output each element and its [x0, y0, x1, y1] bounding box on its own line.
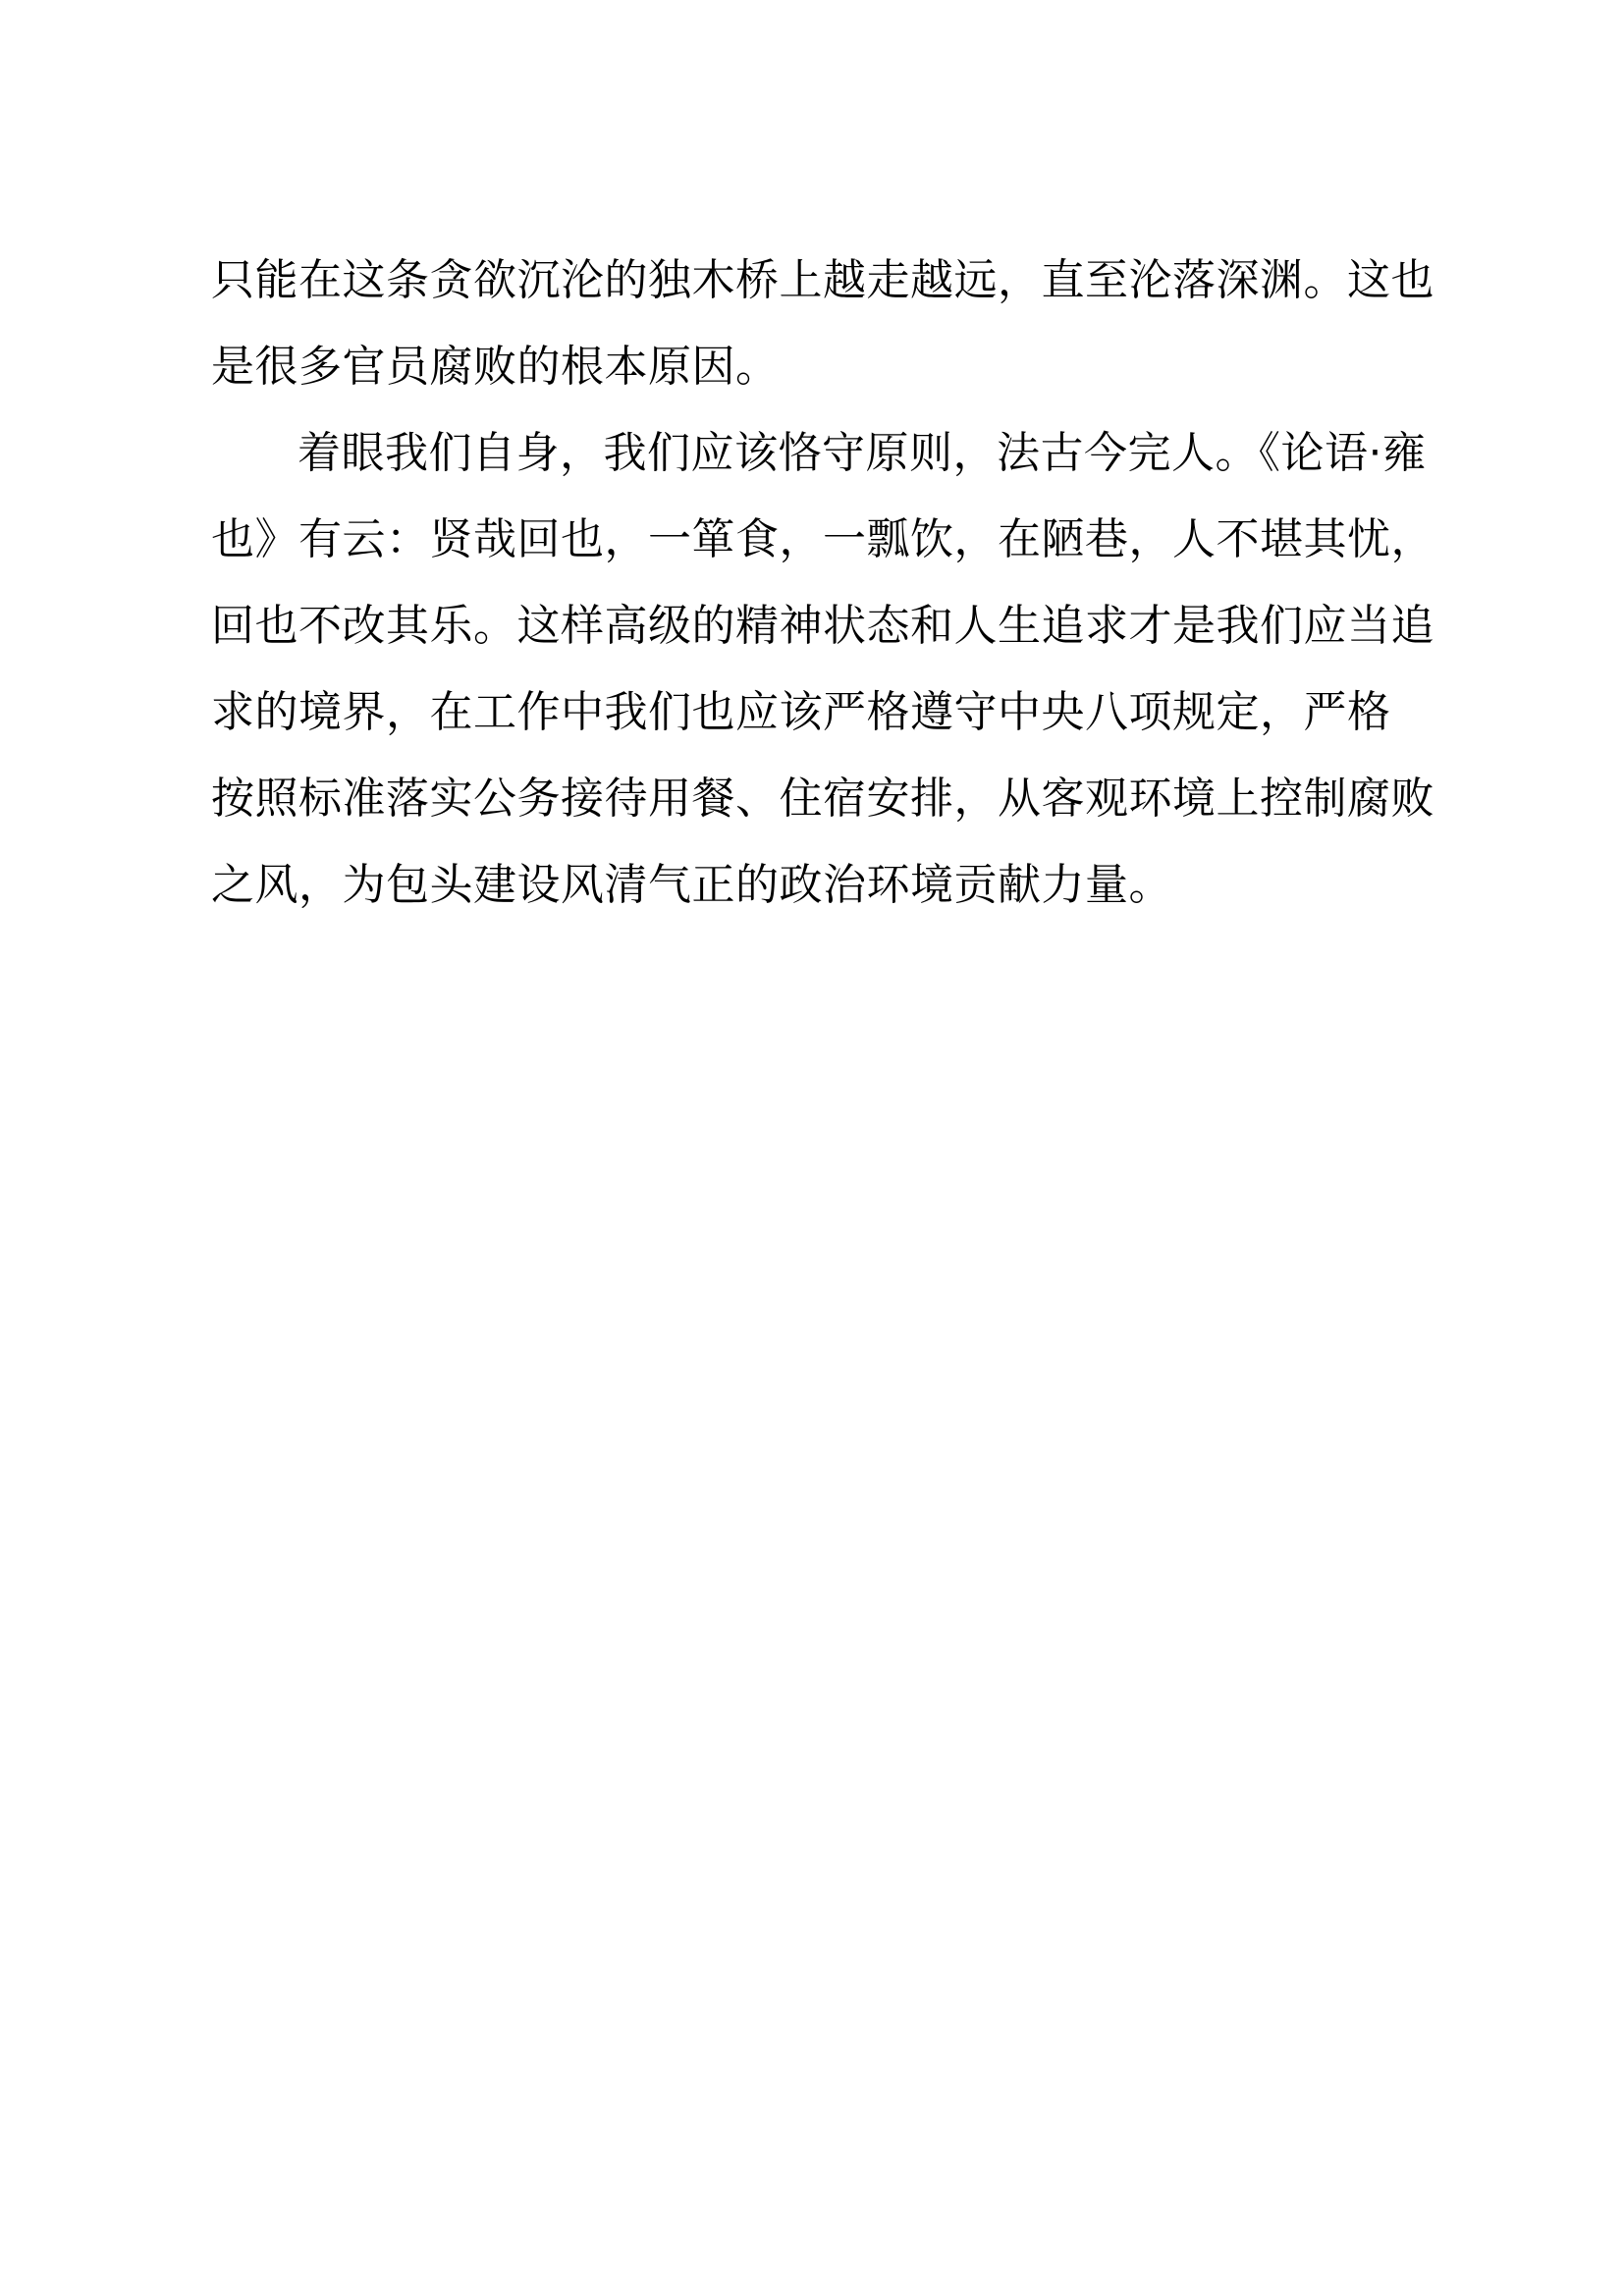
- body-text: [211, 247, 1434, 938]
- text-line: 也》有云：贤哉回也，一箪食，一瓢饮，在陋巷，人不堪其忧，: [211, 514, 1434, 564]
- paragraph: [211, 420, 1434, 938]
- text-line: 回也不改其乐。这样高级的精神状态和人生追求才是我们应当追: [211, 601, 1434, 651]
- paragraph: [211, 247, 1434, 420]
- text-line: 求的境界，在工作中我们也应该严格遵守中央八项规定，严格: [211, 687, 1391, 737]
- text-line: 按照标准落实公务接待用餐、住宿安排，从客观环境上控制腐败: [211, 774, 1434, 824]
- text-line: 是很多官员腐败的根本原因。: [211, 342, 780, 392]
- text-line: 着眼我们自身，我们应该恪守原则，法古今完人。《论语·雍: [298, 428, 1427, 478]
- text-line: 只能在这条贪欲沉沦的独木桥上越走越远，直至沦落深渊。这也: [211, 255, 1434, 305]
- text-line: 之风，为包头建设风清气正的政治环境贡献力量。: [211, 860, 1172, 910]
